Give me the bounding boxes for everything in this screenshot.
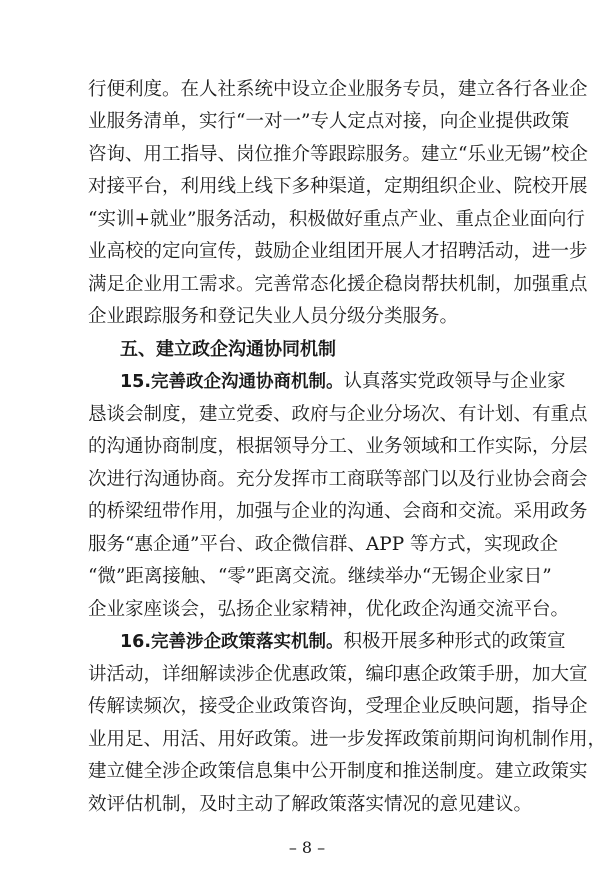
item-15-label: 15.完善政企沟通协商机制。 bbox=[120, 372, 344, 392]
item-16-first-text: 积极开展多种形式的政策宣 bbox=[343, 631, 566, 652]
text-line: 业服务清单，实行“一对一”专人定点对接，向企业提供政策 bbox=[88, 111, 570, 132]
text-line: “微”距离接触、“零”距离交流。继续举办“无锡企业家日” bbox=[88, 566, 552, 587]
item-15-first-line bbox=[120, 370, 566, 394]
text-line: 效评估机制，及时主动了解政策落实情况的意见建议。 bbox=[88, 794, 533, 815]
text-line: “实训+就业”服务活动，积极做好重点产业、重点企业面向行 bbox=[88, 209, 585, 230]
text-line: 服务“惠企通”平台、政企微信群、APP 等方式，实现政企 bbox=[88, 534, 559, 555]
text-line: 的桥梁纽带作用，加强与企业的沟通、会商和交流。采用政务 bbox=[88, 501, 588, 522]
text-line: 传解读频次，接受企业政策咨询，受理企业反映问题，指导企 bbox=[88, 696, 588, 717]
text-line: 业高校的定向宣传，鼓励企业组团开展人才招聘活动，进一步 bbox=[88, 241, 588, 262]
text-line: 恳谈会制度，建立党委、政府与企业分场次、有计划、有重点 bbox=[88, 404, 588, 425]
text-line: 业用足、用活、用好政策。进一步发挥政策前期问询机制作用， bbox=[88, 729, 607, 750]
item-16-label: 16.完善涉企政策落实机制。 bbox=[120, 632, 344, 652]
text-line: 企业跟踪服务和登记失业人员分级分类服务。 bbox=[88, 306, 459, 327]
item-16-first-line bbox=[120, 630, 566, 654]
text-line: 企业家座谈会，弘扬企业家精神，优化政企沟通交流平台。 bbox=[88, 599, 570, 620]
text-line: 行便利度。在人社系统中设立企业服务专员，建立各行各业企 bbox=[88, 79, 588, 100]
text-line: 满足企业用工需求。完善常态化援企稳岗帮扶机制，加强重点 bbox=[88, 274, 588, 295]
text-line: 对接平台，利用线上线下多种渠道，定期组织企业、院校开展 bbox=[88, 176, 588, 197]
text-line: 讲活动，详细解读涉企优惠政策，编印惠企政策手册，加大宣 bbox=[88, 664, 588, 685]
text-line: 建立健全涉企政策信息集中公开制度和推送制度。建立政策实 bbox=[88, 761, 588, 782]
page-number: – 8 – bbox=[288, 838, 326, 857]
text-line: 次进行沟通协商。充分发挥市工商联等部门以及行业协会商会 bbox=[88, 469, 588, 490]
text-line: 咨询、用工指导、岗位推介等跟踪服务。建立“乐业无锡”校企 bbox=[88, 144, 588, 165]
item-15-first-text: 认真落实党政领导与企业家 bbox=[343, 371, 566, 392]
section-heading: 五、建立政企沟通协同机制 bbox=[120, 339, 336, 360]
text-line: 的沟通协商制度，根据领导分工、业务领域和工作实际，分层 bbox=[88, 436, 588, 457]
